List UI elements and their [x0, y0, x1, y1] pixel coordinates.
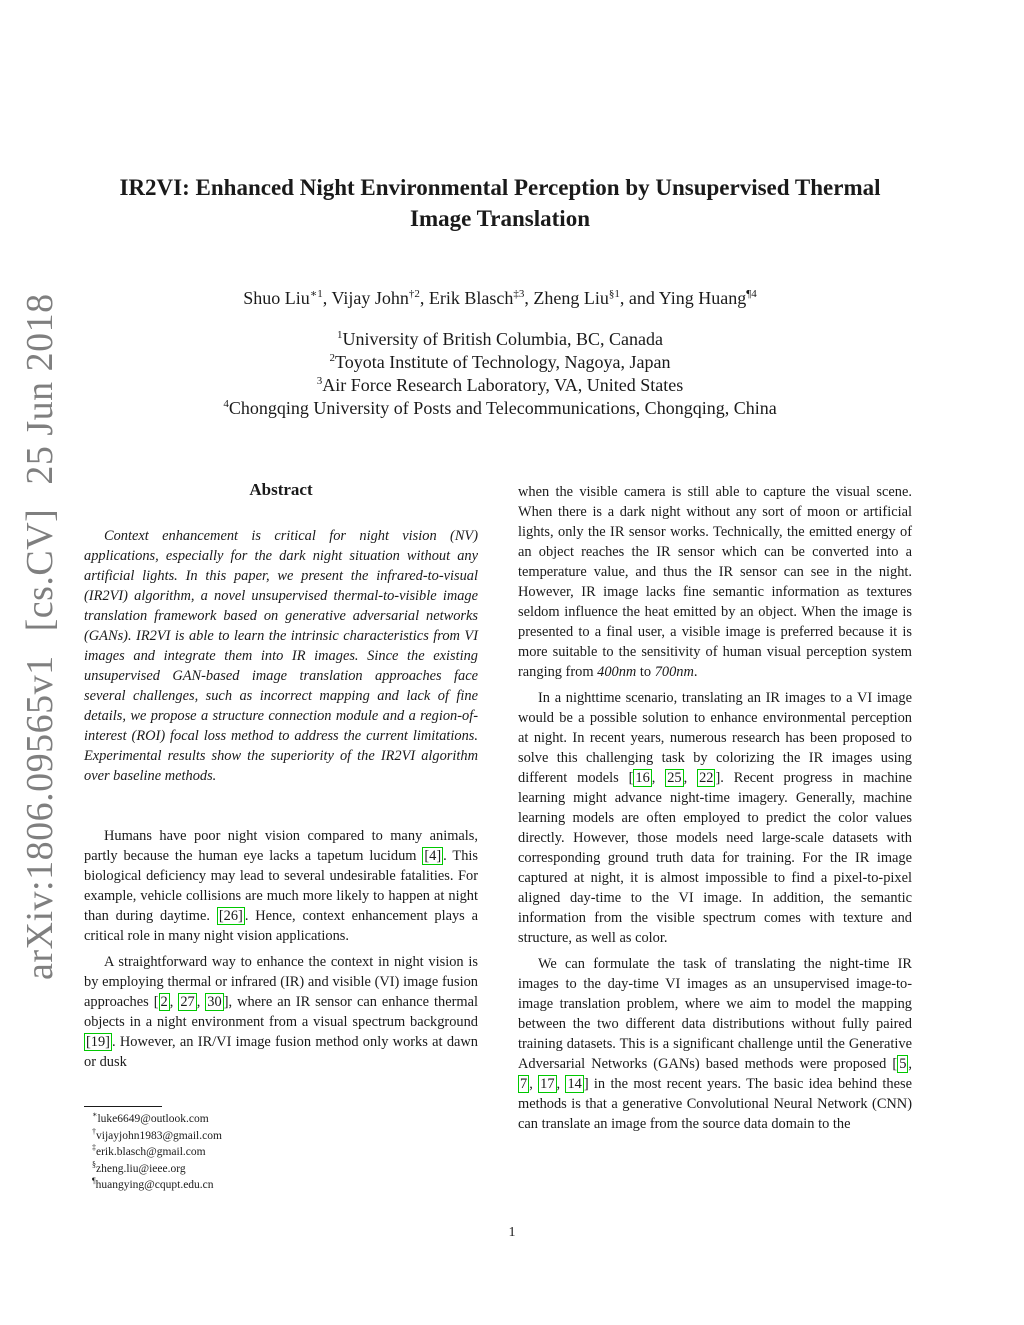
- footnotes: [92, 1111, 222, 1194]
- author: Zheng Liu$^{\S 1}$, and: [533, 288, 659, 308]
- paper-title: [80, 172, 920, 234]
- author: Vijay John$^{\dagger 2}$,: [331, 288, 429, 308]
- paragraph: We can formulate the task of translating the night-time IR images to the day-time VI images as an unsupervised image-to-image translation problem, where we aim to model the mapping between the two different data distributions without fully paired training datasets. This is a significant challenge until the Generative Adversarial Networks (GANs) based methods were proposed [ 5 , 7 , 17 , 14 ] in the most recent years. The basic idea behind these methods is that a generative Convolutional Neural Network (CNN) can translate an image from the source data domain to the: [518, 956, 912, 1132]
- arxiv-id: arXiv:1806.09565v1: [19, 655, 61, 980]
- title-line-1: IR2VI: Enhanced Night Environmental Perception by Unsupervised Thermal: [119, 175, 881, 200]
- citation-link[interactable]: 17: [540, 1076, 555, 1092]
- affiliation: $^4$Chongqing University of Posts and Telecommunications, Chongqing, China: [223, 398, 777, 418]
- affiliation: $^3$Air Force Research Laboratory, VA, United States: [316, 375, 684, 395]
- author: Erik Blasch$^{\ddagger 3}$,: [428, 288, 534, 308]
- citation-link[interactable]: [19]: [86, 1034, 110, 1050]
- author-list: [80, 288, 920, 309]
- paragraph: Humans have poor night vision compared to many animals, partly because the human eye lacks a tapetum lucidum [4] . This biological deficiency may lead to several undesirable fatalities. For example, vehicle collisions are much more likely to happen at night than during daytime. [26] . Hence, context enhancement plays a critical role in many night vision applications.: [84, 828, 478, 944]
- arxiv-date: 25 Jun 2018: [19, 293, 61, 485]
- title-line-2: Image Translation: [410, 206, 590, 231]
- footnote-email: ∗luke6649@outlook.com: [92, 1110, 209, 1125]
- paragraph: when the visible camera is still able to capture the visual scene. When there is a dark night without any sort of moon or artificial lights, only the IR sensor works. Technically, the emitted energy of an object reaches the IR sensor which can be converted into a temperature value, and thus the IR sensor can see in the night. However, IR image lacks fine semantic information as textures seldom influence the heat emitted by an object. When the image is presented to a final user, a visible image is preferred because it is more suitable to the sensitivity of human visual perception system ranging from 400nm to 700nm.: [518, 484, 912, 680]
- paragraph: In a nighttime scenario, translating an IR images to a VI image would be a possible solution to enhance environmental perception at night. In recent years, numerous research has been proposed to solve this challenging task by colorizing the IR images using different models [ 16 , 25 , 22 ]. Recent progress in machine learning might advance night-time imagery. Generally, machine learning models are often employed to predict the color values directly. However, those models need large-scale datasets with corresponding ground truth data for training. For the IR image captured at night, it is almost impossible to find a pixel-to-pixel aligned day-time to the VI image. In addition, the semantic information from the visible spectrum comes with texture and structure, as well as color.: [518, 690, 912, 946]
- citation-link[interactable]: 2: [160, 994, 168, 1010]
- author: Shuo Liu$^{∗1}$,: [243, 288, 332, 308]
- intro-left-column: [84, 826, 478, 1072]
- paragraph: A straightforward way to enhance the context in night vision is by employing thermal or infrared (IR) and visible (VI) image fusion approaches [ 2 , 27 , 30 ], where an IR sensor can enhance thermal objects in a night environment from a visual spectrum background [19] . However, an IR/VI image fusion method only works at dawn or dusk: [84, 954, 478, 1070]
- citation-link[interactable]: 22: [699, 770, 714, 786]
- footnote-email: ¶huangying@cqupt.edu.cn: [92, 1176, 214, 1191]
- footnote-divider: [84, 1106, 162, 1107]
- citation-link[interactable]: 25: [667, 770, 682, 786]
- affiliation: $^2$Toyota Institute of Technology, Nagoya, Japan: [329, 352, 671, 372]
- citation-link[interactable]: 27: [180, 994, 195, 1010]
- footnote-email: ‡erik.blasch@gmail.com: [92, 1143, 206, 1158]
- arxiv-category: [cs.CV]: [19, 508, 61, 632]
- affiliation: $^1$University of British Columbia, BC, Canada: [337, 329, 663, 349]
- citation-link[interactable]: 16: [635, 770, 650, 786]
- page-number: 1: [508, 1225, 516, 1240]
- affiliation-list: [80, 328, 920, 420]
- abstract-heading: Abstract: [249, 480, 313, 499]
- citation-link[interactable]: 30: [207, 994, 222, 1010]
- footnote-email: †vijayjohn1983@gmail.com: [92, 1126, 222, 1142]
- intro-right-column: [518, 482, 912, 1134]
- author: Ying Huang$^{\P 4}$: [658, 288, 757, 308]
- footnote-email: §zheng.liu@ieee.org: [92, 1159, 186, 1175]
- citation-link[interactable]: 5: [899, 1056, 907, 1072]
- abstract-text: Context enhancement is critical for night vision (NV) applications, especially for the dark night situation without any artificial lights. In this paper, we present the infrared-to-visual (IR2VI) algorithm, a novel unsupervised thermal-to-visible image translation framework based on generative adversarial networks (GANs). IR2VI is able to learn the intrinsic characteristics from VI images and integrate them into IR images. Since the existing unsupervised GAN-based image translation approaches face several challenges, such as incorrect mapping and lack of fine details, we propose a structure connection module and a region-of-interest (ROI) focal loss method to address the current limitations. Experimental results show the superiority of the IR2VI algorithm over baseline methods.: [84, 528, 478, 784]
- arxiv-sidebar-stamp: [18, 293, 62, 980]
- citation-link[interactable]: 14: [567, 1076, 582, 1092]
- citation-link[interactable]: [4]: [424, 848, 442, 864]
- citation-link[interactable]: [26]: [218, 908, 243, 924]
- citation-link[interactable]: 7: [520, 1076, 528, 1092]
